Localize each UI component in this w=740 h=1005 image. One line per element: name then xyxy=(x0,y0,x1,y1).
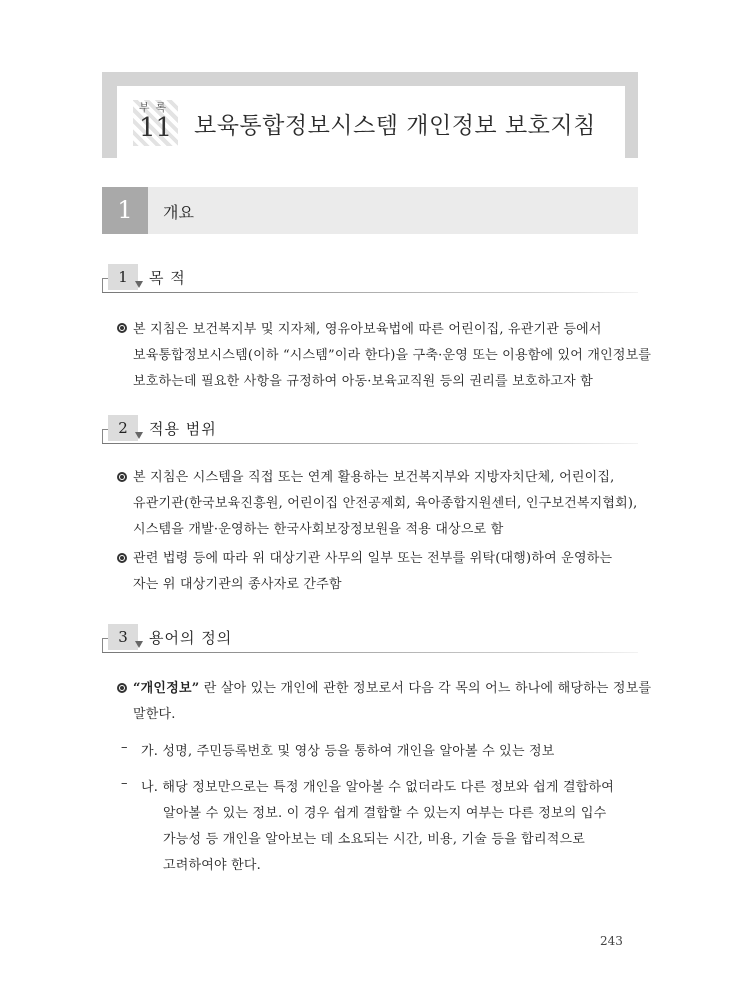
subsection-number: 1 xyxy=(108,264,138,290)
subsection-title: 적용 범위 xyxy=(149,420,217,438)
paragraph-line: 보육통합정보시스템(이하 “시스템”이라 한다)을 구축·운영 또는 이용함에 있어 개인정보를 xyxy=(133,348,652,363)
circle-bullet-icon xyxy=(117,472,127,482)
paragraph-line: 시스템을 개발·운영하는 한국사회보장정보원을 적용 대상으로 함 xyxy=(133,522,504,537)
list-item-line: 가능성 등 개인을 알아보는 데 소요되는 시간, 비용, 기술 등을 합리적으로 xyxy=(163,832,585,847)
page-number: 243 xyxy=(600,934,623,948)
paragraph-line: 말한다. xyxy=(133,707,176,722)
subsection-heading-purpose xyxy=(102,264,638,294)
appendix-label: 부록 xyxy=(138,101,173,114)
defined-term: “개인정보” xyxy=(133,681,200,696)
dash-marker: – xyxy=(121,740,128,755)
subsection-number: 3 xyxy=(108,624,138,650)
list-item-line: 가. 성명, 주민등록번호 및 영상 등을 통하여 개인을 알아볼 수 있는 정보 xyxy=(141,744,555,759)
paragraph-line: 자는 위 대상기관의 종사자로 간주함 xyxy=(133,577,342,592)
subsection-title: 목 적 xyxy=(149,269,186,287)
definition-text: 란 살아 있는 개인에 관한 정보로서 다음 각 목의 어느 하나에 해당하는 정보를 xyxy=(199,681,652,696)
circle-bullet-icon xyxy=(117,683,127,693)
subsection-number: 2 xyxy=(108,415,138,441)
paragraph-line: 관련 법령 등에 따라 위 대상기관 사무의 일부 또는 전부를 위탁(대행)하여 운영하는 xyxy=(133,551,613,566)
paragraph-line: 유관기관(한국보육진흥원, 어린이집 안전공제회, 육아종합지원센터, 인구보건복지협회), xyxy=(133,496,638,511)
paragraph-line: 보호하는데 필요한 사항을 규정하여 아동·보육교직원 등의 권리를 보호하고자 함 xyxy=(133,374,594,389)
circle-bullet-icon xyxy=(117,323,127,333)
list-item-line: 나. 해당 정보만으로는 특정 개인을 알아볼 수 없더라도 다른 정보와 쉽게 결합하여 xyxy=(141,780,615,795)
section-title: 개요 xyxy=(163,203,194,222)
paragraph-line: 본 지침은 시스템을 직접 또는 연계 활용하는 보건복지부와 지방자치단체, 어린이집, xyxy=(133,470,615,485)
subsection-heading-scope xyxy=(102,415,638,445)
subheading-underline xyxy=(102,652,638,653)
circle-bullet-icon xyxy=(117,553,127,563)
list-item-line: 고려하여야 한다. xyxy=(163,858,261,873)
subheading-underline xyxy=(102,443,638,444)
definition-line xyxy=(133,677,651,696)
paragraph-line: 본 지침은 보건복지부 및 지자체, 영유아보육법에 따른 어린이집, 유관기관 등에서 xyxy=(133,322,602,337)
triangle-marker-icon xyxy=(135,281,143,288)
subsection-title: 용어의 정의 xyxy=(149,629,233,647)
subheading-underline xyxy=(102,292,638,293)
subsection-heading-definitions xyxy=(102,624,638,654)
document-title: 보육통합정보시스템 개인정보 보호지침 xyxy=(194,113,596,139)
dash-marker: – xyxy=(121,776,128,791)
triangle-marker-icon xyxy=(135,432,143,439)
triangle-marker-icon xyxy=(135,641,143,648)
list-item-line: 알아볼 수 있는 정보. 이 경우 쉽게 결합할 수 있는지 여부는 다른 정보의 입수 xyxy=(163,806,607,821)
appendix-number: 11 xyxy=(138,113,173,143)
section-number: 1 xyxy=(102,187,148,234)
